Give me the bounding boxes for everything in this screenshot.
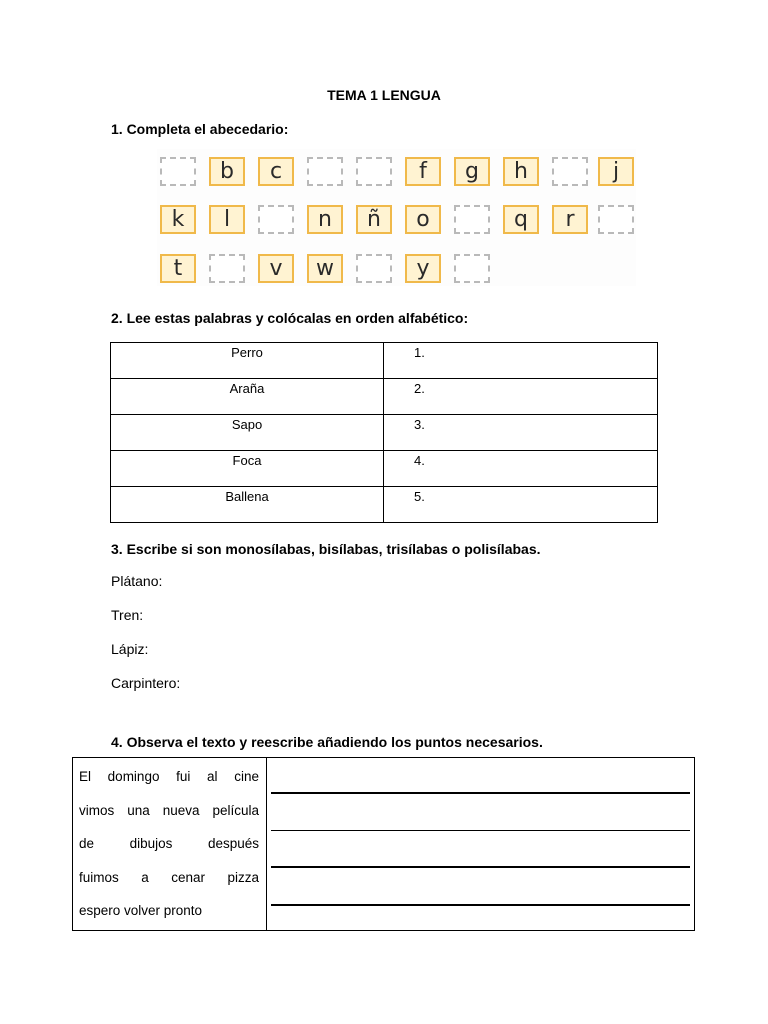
- empty-letter-box[interactable]: [356, 254, 392, 283]
- letter-box: j: [598, 157, 634, 186]
- alphabet-grid: [157, 149, 636, 286]
- word-cell: Ballena: [111, 487, 384, 523]
- empty-letter-box[interactable]: [356, 157, 392, 186]
- empty-letter-box[interactable]: [454, 254, 490, 283]
- syllable-item-platano: Plátano:: [111, 573, 163, 589]
- answer-cell[interactable]: 2.: [384, 379, 658, 415]
- letter-box: v: [258, 254, 294, 283]
- empty-letter-box[interactable]: [160, 157, 196, 186]
- letter-box: n: [307, 205, 343, 234]
- answer-line[interactable]: [271, 866, 690, 868]
- answer-line[interactable]: [271, 904, 690, 906]
- letter-box: b: [209, 157, 245, 186]
- rewrite-table: [72, 757, 695, 931]
- word-cell: Araña: [111, 379, 384, 415]
- table-row: [111, 415, 658, 451]
- letter-box: q: [503, 205, 539, 234]
- answer-cell[interactable]: 5.: [384, 487, 658, 523]
- syllable-item-carpintero: Carpintero:: [111, 675, 181, 691]
- empty-letter-box[interactable]: [598, 205, 634, 234]
- question-2-heading: 2. Lee estas palabras y colócalas en orden alfabético:: [111, 310, 469, 326]
- question-4-heading: 4. Observa el texto y reescribe añadiendo los puntos necesarios.: [111, 734, 543, 750]
- syllable-item-lapiz: Lápiz:: [111, 641, 149, 657]
- letter-box: l: [209, 205, 245, 234]
- answer-cell[interactable]: 3.: [384, 415, 658, 451]
- table-row: [111, 487, 658, 523]
- letter-box: f: [405, 157, 441, 186]
- letter-box: w: [307, 254, 343, 283]
- letter-box: k: [160, 205, 196, 234]
- words-table: [110, 342, 658, 523]
- text-line: de dibujos después: [79, 836, 259, 851]
- question-3-heading: 3. Escribe si son monosílabas, bisílabas, trisílabas o polisílabas.: [111, 541, 541, 557]
- text-line: espero volver pronto: [79, 903, 203, 918]
- empty-letter-box[interactable]: [454, 205, 490, 234]
- answer-line[interactable]: [271, 830, 690, 831]
- letter-box: y: [405, 254, 441, 283]
- syllable-item-tren: Tren:: [111, 607, 144, 623]
- empty-letter-box[interactable]: [209, 254, 245, 283]
- answer-cell[interactable]: 4.: [384, 451, 658, 487]
- word-cell: Sapo: [111, 415, 384, 451]
- text-line: vimos una nueva película: [79, 802, 259, 818]
- question-1-heading: 1. Completa el abecedario:: [111, 121, 289, 137]
- word-cell: Foca: [111, 451, 384, 487]
- letter-box: t: [160, 254, 196, 283]
- letter-box: o: [405, 205, 441, 234]
- column-divider: [266, 758, 267, 930]
- empty-letter-box[interactable]: [258, 205, 294, 234]
- answer-line[interactable]: [271, 792, 690, 794]
- letter-box: r: [552, 205, 588, 234]
- text-line: El domingo fui al cine: [79, 769, 259, 784]
- letter-box: ñ: [356, 205, 392, 234]
- letter-box: g: [454, 157, 490, 186]
- table-row: [111, 379, 658, 415]
- answer-cell[interactable]: 1.: [384, 343, 658, 379]
- table-row: [111, 451, 658, 487]
- empty-letter-box[interactable]: [307, 157, 343, 186]
- word-cell: Perro: [111, 343, 384, 379]
- letter-box: c: [258, 157, 294, 186]
- text-line: fuimos a cenar pizza: [79, 869, 259, 885]
- letter-box: h: [503, 157, 539, 186]
- source-text: [79, 760, 259, 928]
- empty-letter-box[interactable]: [552, 157, 588, 186]
- page-title: TEMA 1 LENGUA: [327, 87, 441, 103]
- table-row: [111, 343, 658, 379]
